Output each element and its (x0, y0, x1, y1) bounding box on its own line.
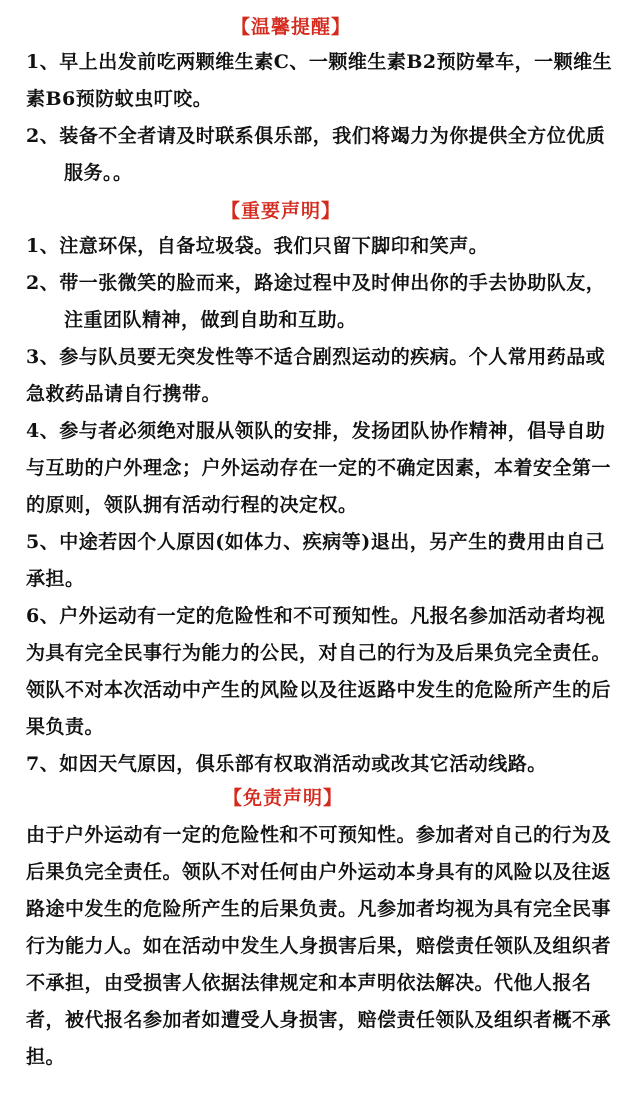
reminder-item-2: 2、装备不全者请及时联系俱乐部，我们将竭力为你提供全方位优质服务。。 (26, 125, 606, 184)
statement-item-6: 6、户外运动有一定的危险性和不可预知性。凡报名参加活动者均视为具有完全民事行为能力的公民，对自己的行为及后果负完全责任。领队不对本次活动中产生的风险以及往返路中发生的危险所产生的后果负责。 (26, 605, 612, 738)
statement-item-4: 4、参与者必须绝对服从领队的安排，发扬团队协作精神，倡导自助与互助的户外理念；户外运动存在一定的不确定因素，本着安全第一的原则，领队拥有活动行程的决定权。 (26, 420, 612, 516)
statement-item-5: 5、中途若因个人原因(如体力、疾病等)退出，另产生的费用由自己承担。 (26, 531, 605, 590)
reminder-title: 【温馨提醒】 (231, 16, 352, 38)
statement-item-3: 3、参与队员要无突发性等不适合剧烈运动的疾病。个人常用药品或急救药品请自行携带。 (26, 346, 606, 405)
disclaimer-title: 【免责声明】 (223, 787, 344, 809)
reminder-item-1: 1、早上出发前吃两颗维生素C、一颗维生素B2预防晕车，一颗维生素B6预防蚊虫叮咬。 (26, 51, 613, 110)
disclaimer-text: 由于户外运动有一定的危险性和不可预知性。参加者对自己的行为及后果负完全责任。领队不对任何由户外运动本身具有的风险以及往返路途中发生的危险所产生的后果负责。凡参加者均视为具有完全民事行为能力人。如在活动中发生人身损害后果，赔偿责任领队及组织者不承担，由受损害人依据法律规定和本声明依法解决。代他人报名者，被代报名参加者如遭受人身损害，赔偿责任领队及组织者概不承担。 (26, 824, 612, 1068)
statement-item-2: 2、带一张微笑的脸而来，路途过程中及时伸出你的手去协助队友，注重团队精神，做到自助和互助。 (26, 272, 606, 331)
statement-title: 【重要声明】 (221, 200, 342, 222)
statement-item-1: 1、注意环保，自备垃圾袋。我们只留下脚印和笑声。 (26, 235, 489, 257)
statement-item-7: 7、如因天气原因，俱乐部有权取消活动或改其它活动线路。 (26, 753, 547, 775)
